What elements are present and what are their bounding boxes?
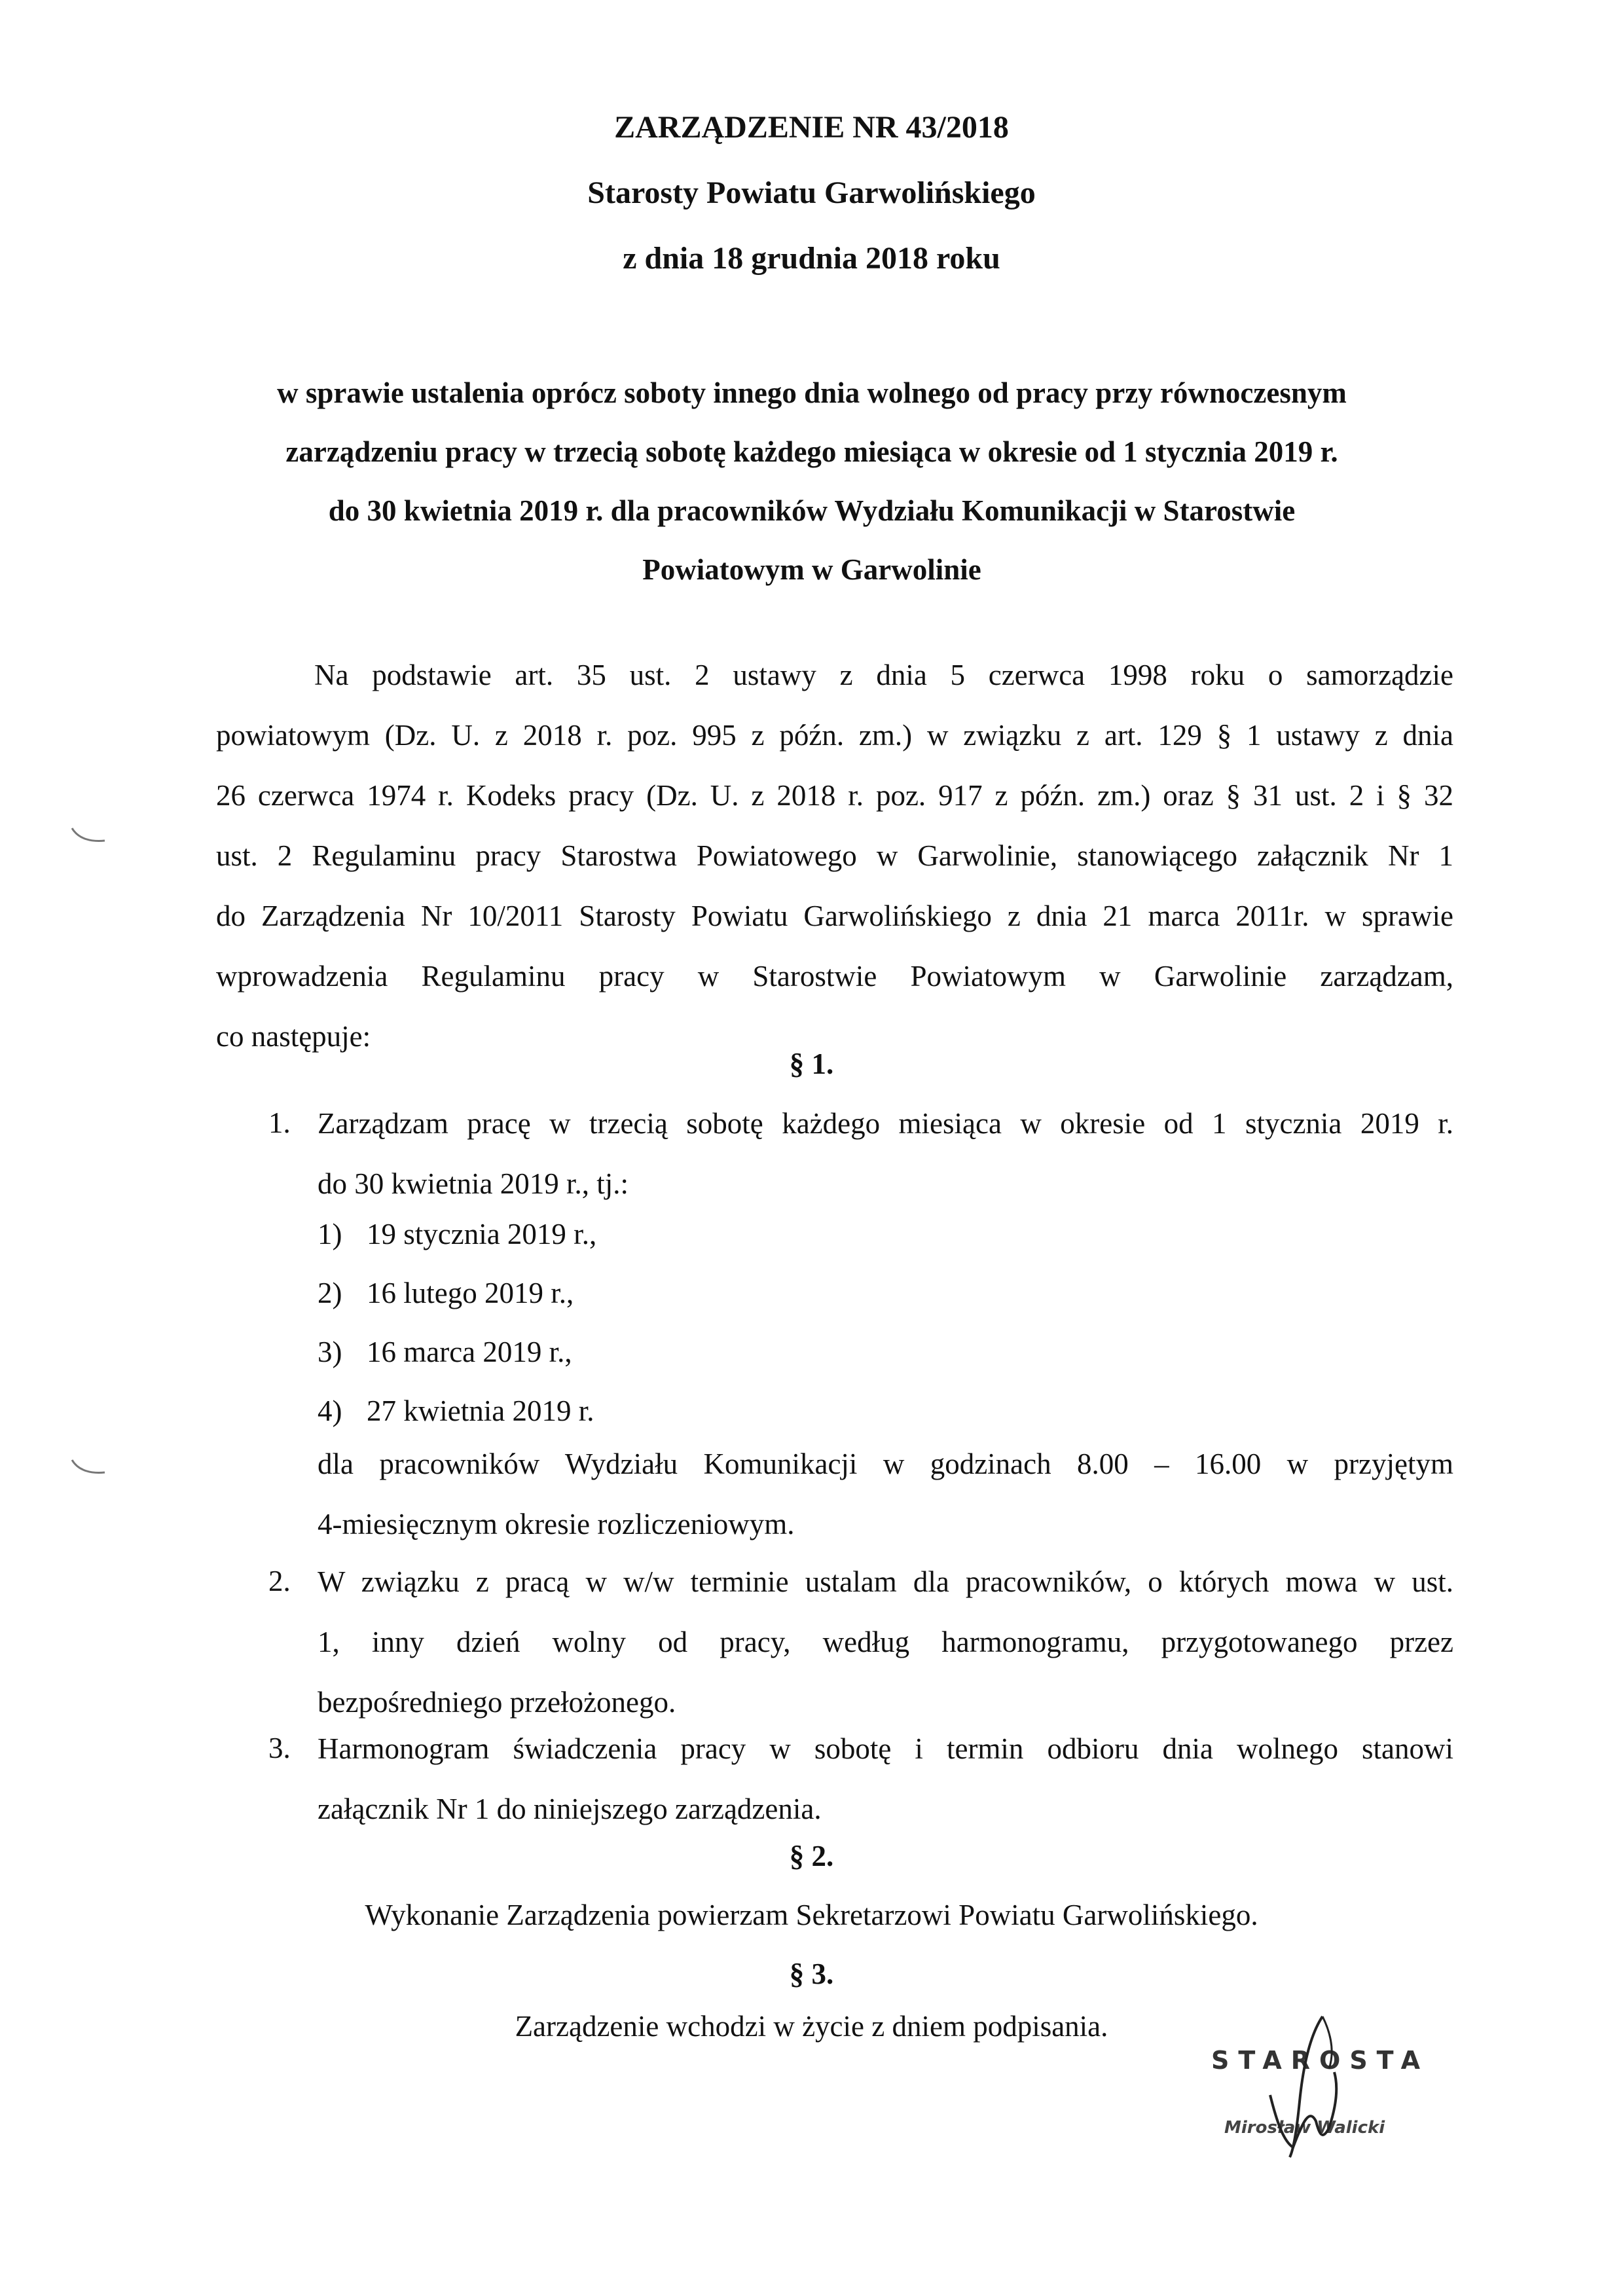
date-list-text: 16 marca 2019 r., [367, 1336, 572, 1368]
item-2-number: 2. [268, 1565, 291, 1597]
section-3-text: Zarządzenie wchodzi w życie z dniem podpisania. [515, 2010, 1108, 2043]
item-3-number: 3. [268, 1732, 291, 1764]
item-1-closing-line: 4-miesięcznym okresie rozliczeniowym. [318, 1508, 795, 1540]
preamble-line: 26 czerwca 1974 r. Kodeks pracy (Dz. U. z 2018 r. poz. 917 z późn. zm.) oraz § 31 ust. 2 i § 32 [216, 779, 1453, 812]
item-2-line: W związku z pracą w w/w terminie ustalam dla pracowników, o których mowa w ust. [318, 1565, 1453, 1598]
stamp-name: Mirosław Walicki [1224, 2118, 1385, 2138]
preamble-line: Na podstawie art. 35 ust. 2 ustawy z dnia 5 czerwca 1998 roku o samorządzie [314, 659, 1453, 691]
preamble-line: powiatowym (Dz. U. z 2018 r. poz. 995 z późn. zm.) w związku z art. 129 § 1 ustawy z dnia [216, 719, 1453, 752]
item-3-line: załącznik Nr 1 do niniejszego zarządzenia. [318, 1793, 822, 1825]
section-3-sign: § 3. [789, 1958, 834, 1990]
item-1-number: 1. [268, 1106, 291, 1139]
date-list-text: 27 kwietnia 2019 r. [367, 1394, 594, 1427]
section-2-sign: § 2. [789, 1840, 834, 1872]
item-1-closing-line: dla pracowników Wydziału Komunikacji w godzinach 8.00 – 16.00 w przyjętym [318, 1448, 1453, 1480]
scan-margin-mark [69, 1457, 108, 1476]
date-list-text: 16 lutego 2019 r., [367, 1277, 574, 1309]
stamp-title: STAROSTA [1211, 2046, 1430, 2075]
subject-line: w sprawie ustalenia oprócz soboty innego dnia wolnego od pracy przy równoczesnym [277, 376, 1347, 409]
date-list-number: 3) [318, 1336, 342, 1368]
preamble-line: wprowadzenia Regulaminu pracy w Starostwie Powiatowym w Garwolinie zarządzam, [216, 960, 1453, 993]
subject-line: do 30 kwietnia 2019 r. dla pracowników Wydziału Komunikacji w Starostwie [328, 494, 1296, 527]
document-title: ZARZĄDZENIE NR 43/2018 [614, 110, 1009, 145]
document-subject [216, 363, 1408, 599]
handwritten-signature [1231, 2010, 1375, 2160]
date-list-item [318, 1214, 596, 1254]
date-list-text: 19 stycznia 2019 r., [367, 1218, 597, 1250]
item-1-line: do 30 kwietnia 2019 r., tj.: [318, 1167, 629, 1200]
item-3-text [318, 1719, 1453, 1839]
document-date: z dnia 18 grudnia 2018 roku [623, 241, 1000, 276]
section-1-sign: § 1. [789, 1048, 834, 1080]
subject-line: zarządzeniu pracy w trzecią sobotę każdego miesiąca w okresie od 1 stycznia 2019 r. [285, 435, 1338, 468]
date-list-item [318, 1332, 572, 1372]
item-2-line: bezpośredniego przełożonego. [318, 1686, 676, 1719]
item-2-text [318, 1552, 1453, 1732]
preamble-line: co następuje: [216, 1020, 371, 1053]
item-1-line: Zarządzam pracę w trzecią sobotę każdego miesiąca w okresie od 1 stycznia 2019 r. [318, 1107, 1453, 1140]
scan-margin-mark [69, 825, 108, 845]
preamble [216, 645, 1453, 1066]
item-1-text [318, 1093, 1453, 1214]
date-list-number: 2) [318, 1277, 342, 1309]
date-list-number: 1) [318, 1218, 342, 1250]
preamble-line: do Zarządzenia Nr 10/2011 Starosty Powiatu Garwolińskiego z dnia 21 marca 2011r. w sprawie [216, 900, 1453, 932]
date-list-number: 4) [318, 1394, 342, 1427]
section-2-text: Wykonanie Zarządzenia powierzam Sekretarzowi Powiatu Garwolińskiego. [365, 1899, 1258, 1931]
preamble-line: ust. 2 Regulaminu pracy Starostwa Powiatowego w Garwolinie, stanowiącego załącznik Nr 1 [216, 839, 1453, 872]
subject-line: Powiatowym w Garwolinie [642, 553, 981, 586]
item-3-line: Harmonogram świadczenia pracy w sobotę i termin odbioru dnia wolnego stanowi [318, 1732, 1453, 1765]
date-list-item [318, 1273, 574, 1313]
item-1-closing [318, 1434, 1453, 1554]
item-2-line: 1, inny dzień wolny od pracy, według harmonogramu, przygotowanego przez [318, 1626, 1453, 1658]
document-issuer: Starosty Powiatu Garwolińskiego [587, 175, 1036, 210]
date-list-item [318, 1391, 594, 1430]
